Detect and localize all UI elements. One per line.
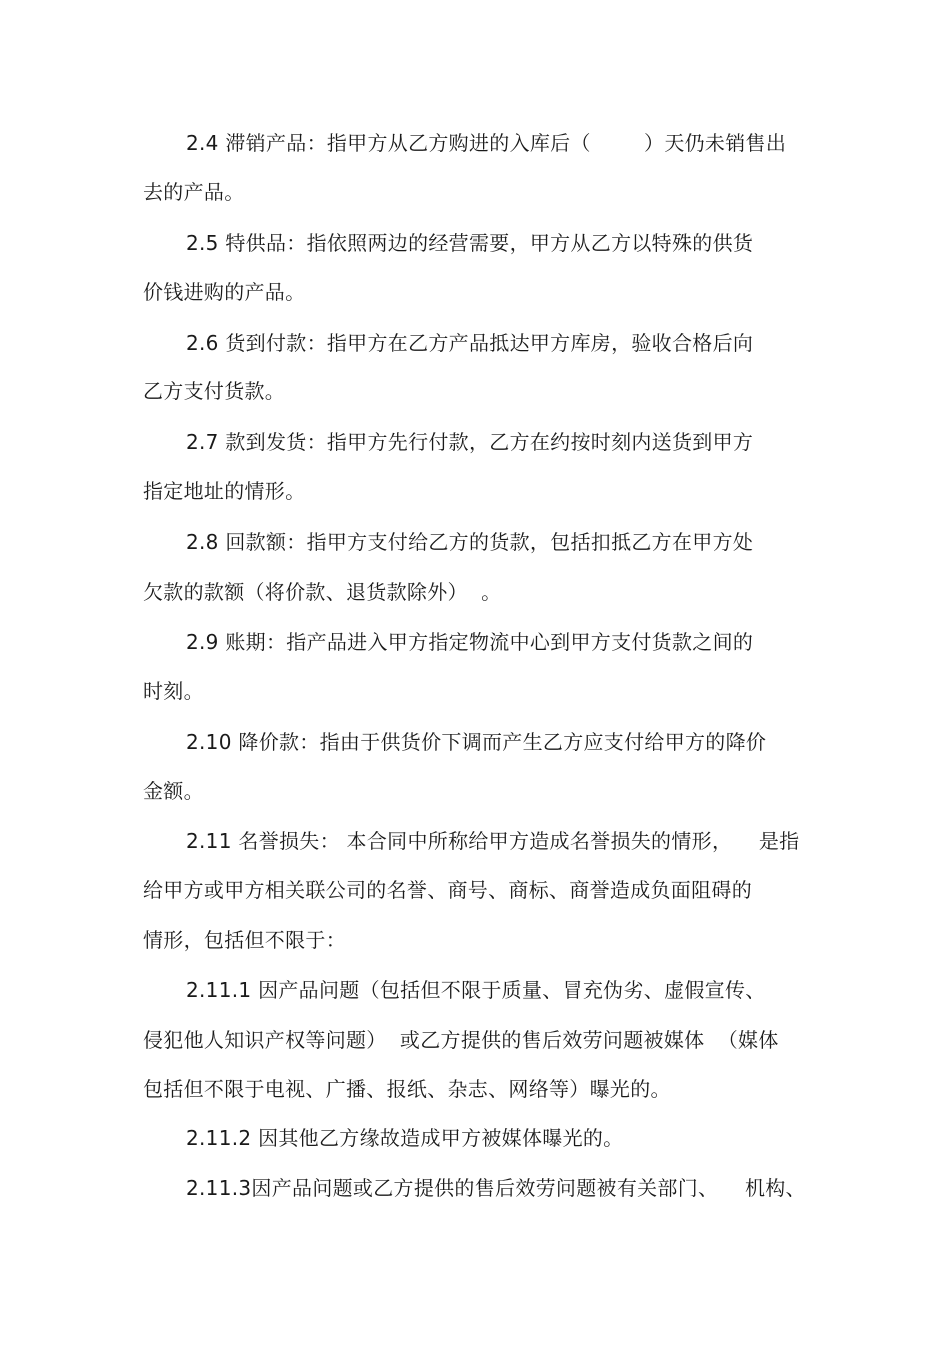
text-line: 去的产品。 (143, 180, 245, 204)
text-line: 情形，包括但不限于： (143, 928, 346, 952)
text-line: 2.6 货到付款：指甲方在乙方产品抵达甲方库房，验收合格后向 (186, 331, 754, 355)
text-line: 2.9 账期：指产品进入甲方指定物流中心到甲方支付货款之间的 (186, 630, 754, 654)
text-line: 金额。 (143, 779, 204, 803)
text-line: 2.11 名誉损失： 本合同中所称给甲方造成名誉损失的情形， 是指 (186, 829, 800, 853)
text-line: 包括但不限于电视、广播、报纸、杂志、网络等）曝光的。 (143, 1077, 671, 1101)
text-line: 2.8 回款额：指甲方支付给乙方的货款，包括扣抵乙方在甲方处 (186, 530, 754, 554)
text-line: 时刻。 (143, 679, 204, 703)
text-line: 2.11.1 因产品问题（包括但不限于质量、冒充伪劣、虚假宣传、 (186, 978, 766, 1002)
text-line: 2.11.3因产品问题或乙方提供的售后效劳问题被有关部门、 机构、 (186, 1176, 806, 1200)
text-line: 给甲方或甲方相关联公司的名誉、商号、商标、商誉造成负面阻碍的 (143, 878, 752, 902)
text-line: 2.5 特供品：指依照两边的经营需要，甲方从乙方以特殊的供货 (186, 231, 754, 255)
text-line: 价钱进购的产品。 (143, 280, 306, 304)
text-line: 乙方支付货款。 (143, 379, 286, 403)
text-line: 2.11.2 因其他乙方缘故造成甲方被媒体曝光的。 (186, 1126, 624, 1150)
text-line: 侵犯他人知识产权等问题） 或乙方提供的售后效劳问题被媒体 （媒体 (143, 1028, 779, 1052)
text-line: 2.10 降价款：指由于供货价下调而产生乙方应支付给甲方的降价 (186, 730, 767, 754)
text-line: 2.7 款到发货：指甲方先行付款，乙方在约按时刻内送货到甲方 (186, 430, 754, 454)
text-line: 指定地址的情形。 (143, 479, 306, 503)
text-line: 欠款的款额（将价款、退货款除外） 。 (143, 580, 502, 604)
text-line: 2.4 滞销产品：指甲方从乙方购进的入库后（ ）天仍未销售出 (186, 131, 787, 155)
